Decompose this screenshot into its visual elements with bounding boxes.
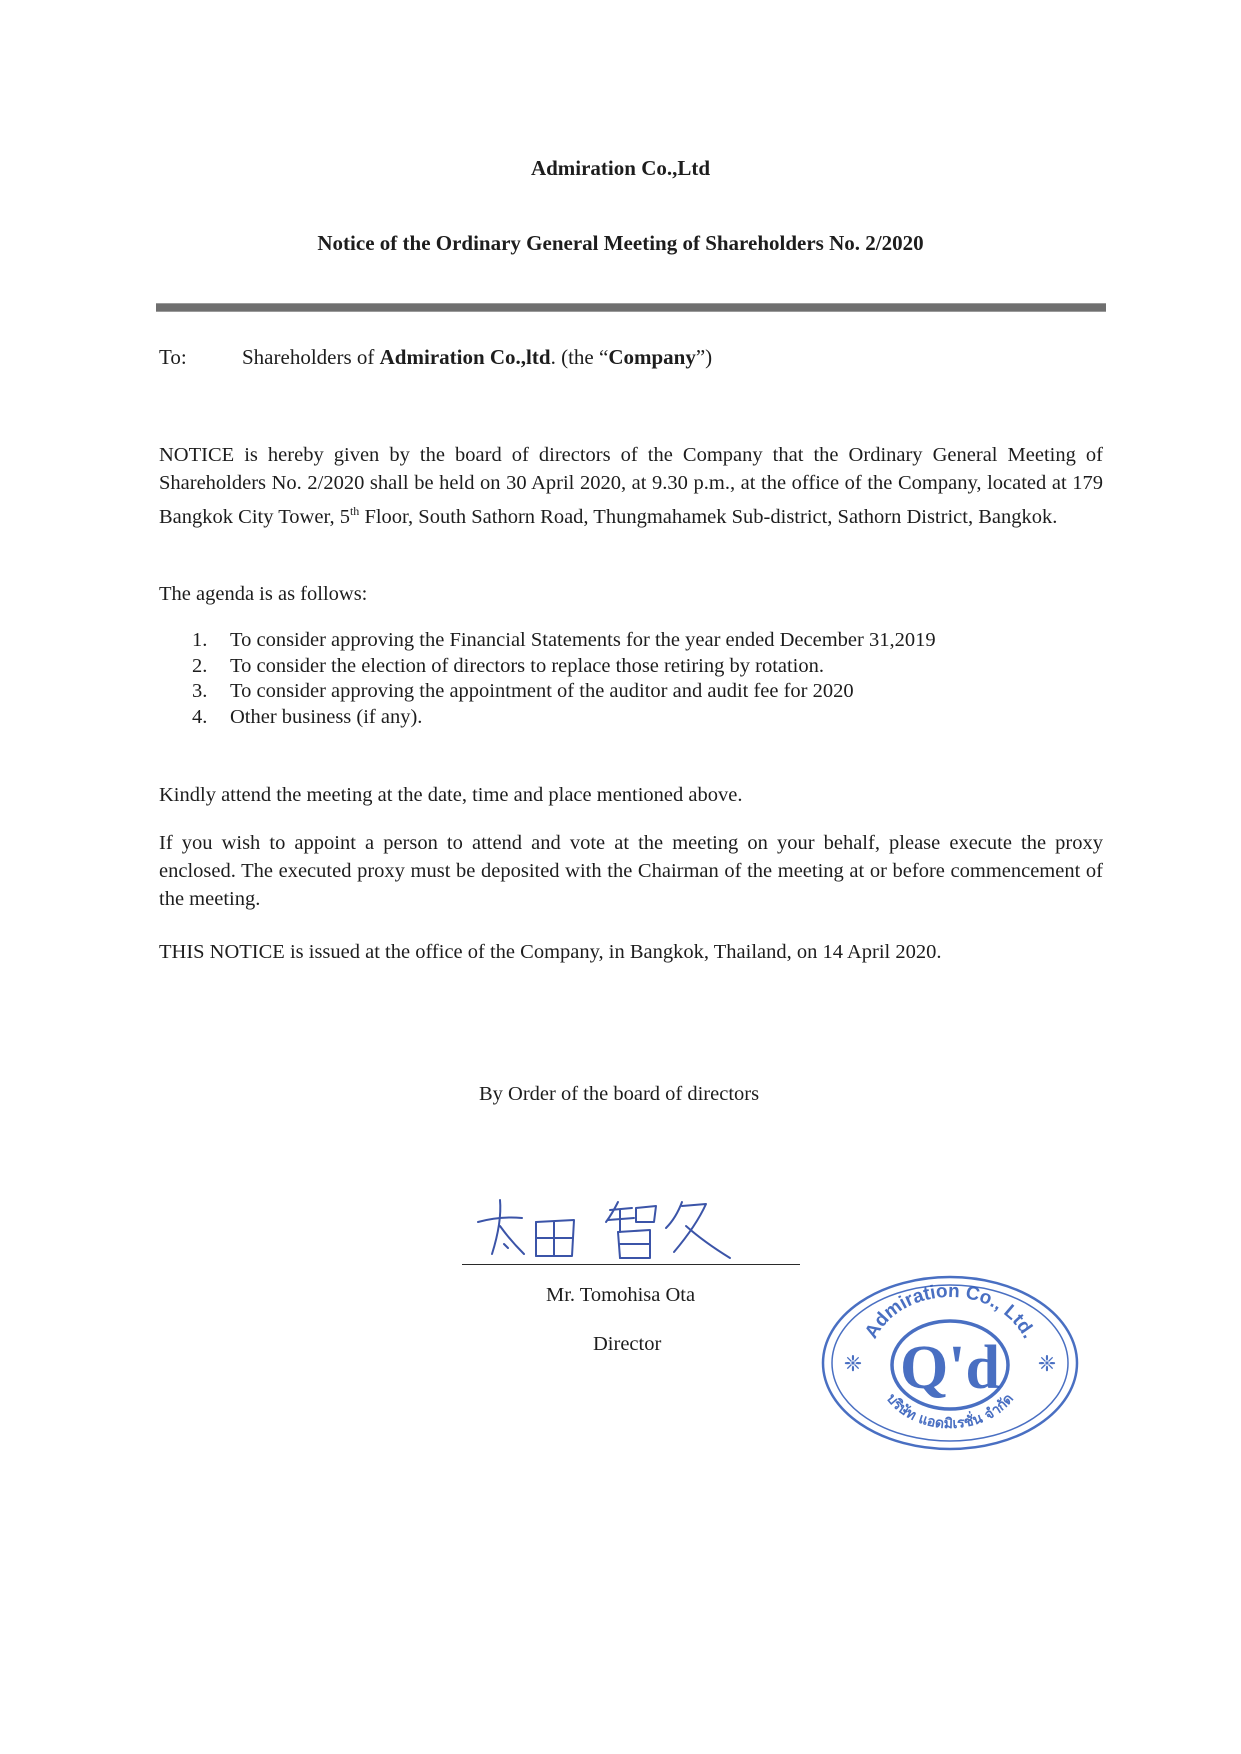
attend-paragraph: Kindly attend the meeting at the date, time and place mentioned above. — [159, 784, 743, 806]
agenda-item-number: 2. — [192, 654, 208, 677]
addressee-company-short: Company — [608, 345, 696, 369]
addressee-middle: . (the “ — [550, 345, 609, 369]
svg-text:บริษัท แอดมิเรชั่น จำกัด: บริษัท แอดมิเรชั่น จำกัด — [883, 1390, 1017, 1433]
to-label: To: — [159, 345, 187, 369]
agenda-item — [192, 705, 936, 731]
signer-title: Director — [593, 1333, 662, 1355]
notice-title: Notice of the Ordinary General Meeting of Shareholders No. 2/2020 — [317, 231, 924, 255]
issued-paragraph: THIS NOTICE is issued at the office of the Company, in Bangkok, Thailand, on 14 April 2020. — [159, 941, 942, 963]
agenda-item-number: 4. — [192, 705, 208, 728]
agenda-item-text: To consider the election of directors to replace those retiring by rotation. — [230, 654, 824, 677]
svg-text:❈: ❈ — [843, 1352, 863, 1377]
agenda-item-text: Other business (if any). — [230, 705, 423, 728]
header-divider — [156, 303, 1106, 312]
by-order-text: By Order of the board of directors — [479, 1083, 760, 1105]
addressee-suffix: ”) — [695, 345, 713, 369]
agenda-item-number: 3. — [192, 680, 208, 702]
signer-name: Mr. Tomohisa Ota — [546, 1284, 696, 1306]
handwritten-signature — [470, 1192, 770, 1262]
notice-paragraph — [159, 441, 1103, 531]
addressee-prefix: Shareholders of — [242, 345, 380, 369]
agenda-list — [192, 628, 936, 730]
svg-text:❈: ❈ — [1037, 1352, 1057, 1377]
notice-text-a: NOTICE is hereby given by the board of directors of the Company that the Ordinary General Meeting of Shareholders No. 2/2020 shall be held on 30 April 2020, at 9.30 p.m., at the office of the Company, located at 179 Bangkok City Tower, 5 — [159, 444, 1103, 528]
proxy-paragraph: If you wish to appoint a person to attend and vote at the meeting on your behalf, please execute the proxy enclosed. The executed proxy must be deposited with the Chairman of the meeting at or before commencement of the meeting. — [159, 832, 1103, 910]
agenda-item — [192, 679, 936, 705]
svg-text:Q'd: Q'd — [900, 1334, 1000, 1402]
company-seal-stamp — [815, 1268, 1085, 1458]
notice-superscript: th — [349, 504, 360, 518]
signature-line — [462, 1264, 800, 1265]
agenda-item-number: 1. — [192, 629, 208, 651]
notice-text-b: Floor, South Sathorn Road, Thungmahamek Sub-district, Sathorn District, Bangkok. — [359, 505, 1058, 528]
agenda-item — [192, 628, 936, 654]
addressee-company: Admiration Co.,ltd — [379, 345, 551, 369]
company-title: Admiration Co.,Ltd — [530, 156, 711, 180]
svg-text:Admiration Co., Ltd.: Admiration Co., Ltd. — [861, 1280, 1040, 1343]
agenda-item-text: To consider approving the appointment of the auditor and audit fee for 2020 — [230, 680, 854, 702]
agenda-intro: The agenda is as follows: — [159, 583, 368, 605]
agenda-item-text: To consider approving the Financial Statements for the year ended December 31,2019 — [230, 629, 936, 651]
agenda-item — [192, 654, 936, 680]
addressee-text — [242, 345, 712, 370]
